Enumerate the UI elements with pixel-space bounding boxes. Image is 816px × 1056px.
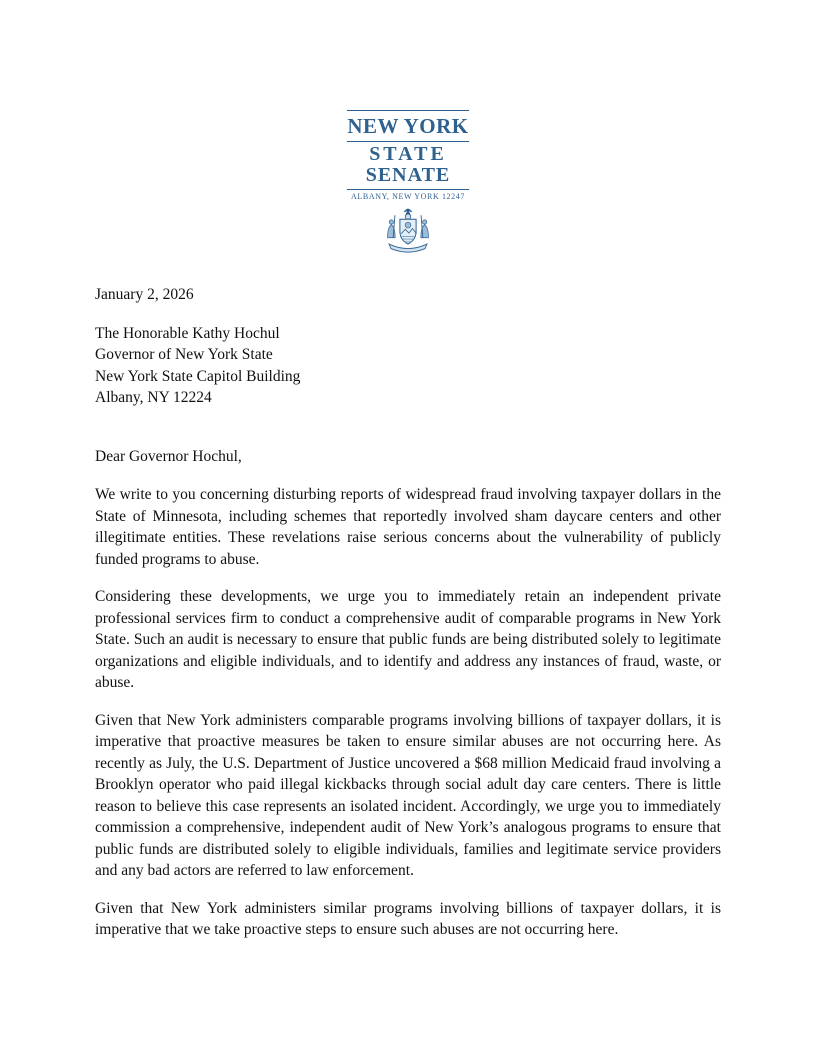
letterhead-rule-middle [347, 141, 469, 142]
recipient-line: Albany, NY 12224 [95, 389, 212, 406]
body-paragraph: Considering these developments, we urge you to immediately retain an independent private professional services firm to conduct a comprehensive audit of comparable programs in New York State. Such an audit is necessary to ensure that public funds are being distributed solely to legitimate organizations and eligible individuals, and to identify and address any instances of fraud, waste, or abuse. [95, 588, 721, 691]
letterhead [347, 0, 469, 259]
recipient-line: Governor of New York State [95, 346, 273, 363]
letterhead-title-newyork: NEW YORK [347, 114, 469, 138]
letterhead-title-senate: SENATE [365, 164, 451, 186]
body-paragraph: Given that New York administers similar programs involving billions of taxpayer dollars, it is imperative that we take proactive steps to ensure such abuses are not occurring here. [95, 899, 721, 938]
recipient-line: The Honorable Kathy Hochul [95, 324, 280, 342]
body-paragraph: Given that New York administers comparable programs involving billions of taxpayer dollars, it is imperative that proactive measures be taken to ensure similar abuses are not occurring here. As recently as July, the U.S. Department of Justice uncovered a $68 million Medicaid fraud involving a Brooklyn operator who paid illegal kickbacks through social adult day care centers. There is little reason to believe this case represents an isolated incident. Accordingly, we urge you to immediately commission a comprehensive, independent audit of New York’s analogous programs to ensure that public funds are distributed solely to eligible individuals, families and legitimate service providers and any bad actors are referred to law enforcement. [95, 711, 721, 879]
recipient-line: New York State Capitol Building [95, 367, 301, 385]
letterhead-rule-bottom [347, 189, 469, 190]
letter-date: January 2, 2026 [95, 286, 194, 303]
letterhead-rule-top [347, 110, 469, 111]
salutation: Dear Governor Hochul, [95, 447, 242, 465]
ny-state-seal-icon [381, 208, 435, 254]
body-paragraph: We write to you concerning disturbing reports of widespread fraud involving taxpayer dollars in the State of Minnesota, including schemes that reportedly involved sham daycare centers and other illegitimate entities. These revelations raise serious concerns about the vulnerability of publicly funded programs to abuse. [95, 486, 721, 568]
recipient-address-block [95, 323, 721, 409]
letterhead-title-state: STATE [369, 143, 447, 165]
letterhead-address: ALBANY, NEW YORK 12247 [351, 192, 465, 201]
letter-body [95, 259, 721, 941]
